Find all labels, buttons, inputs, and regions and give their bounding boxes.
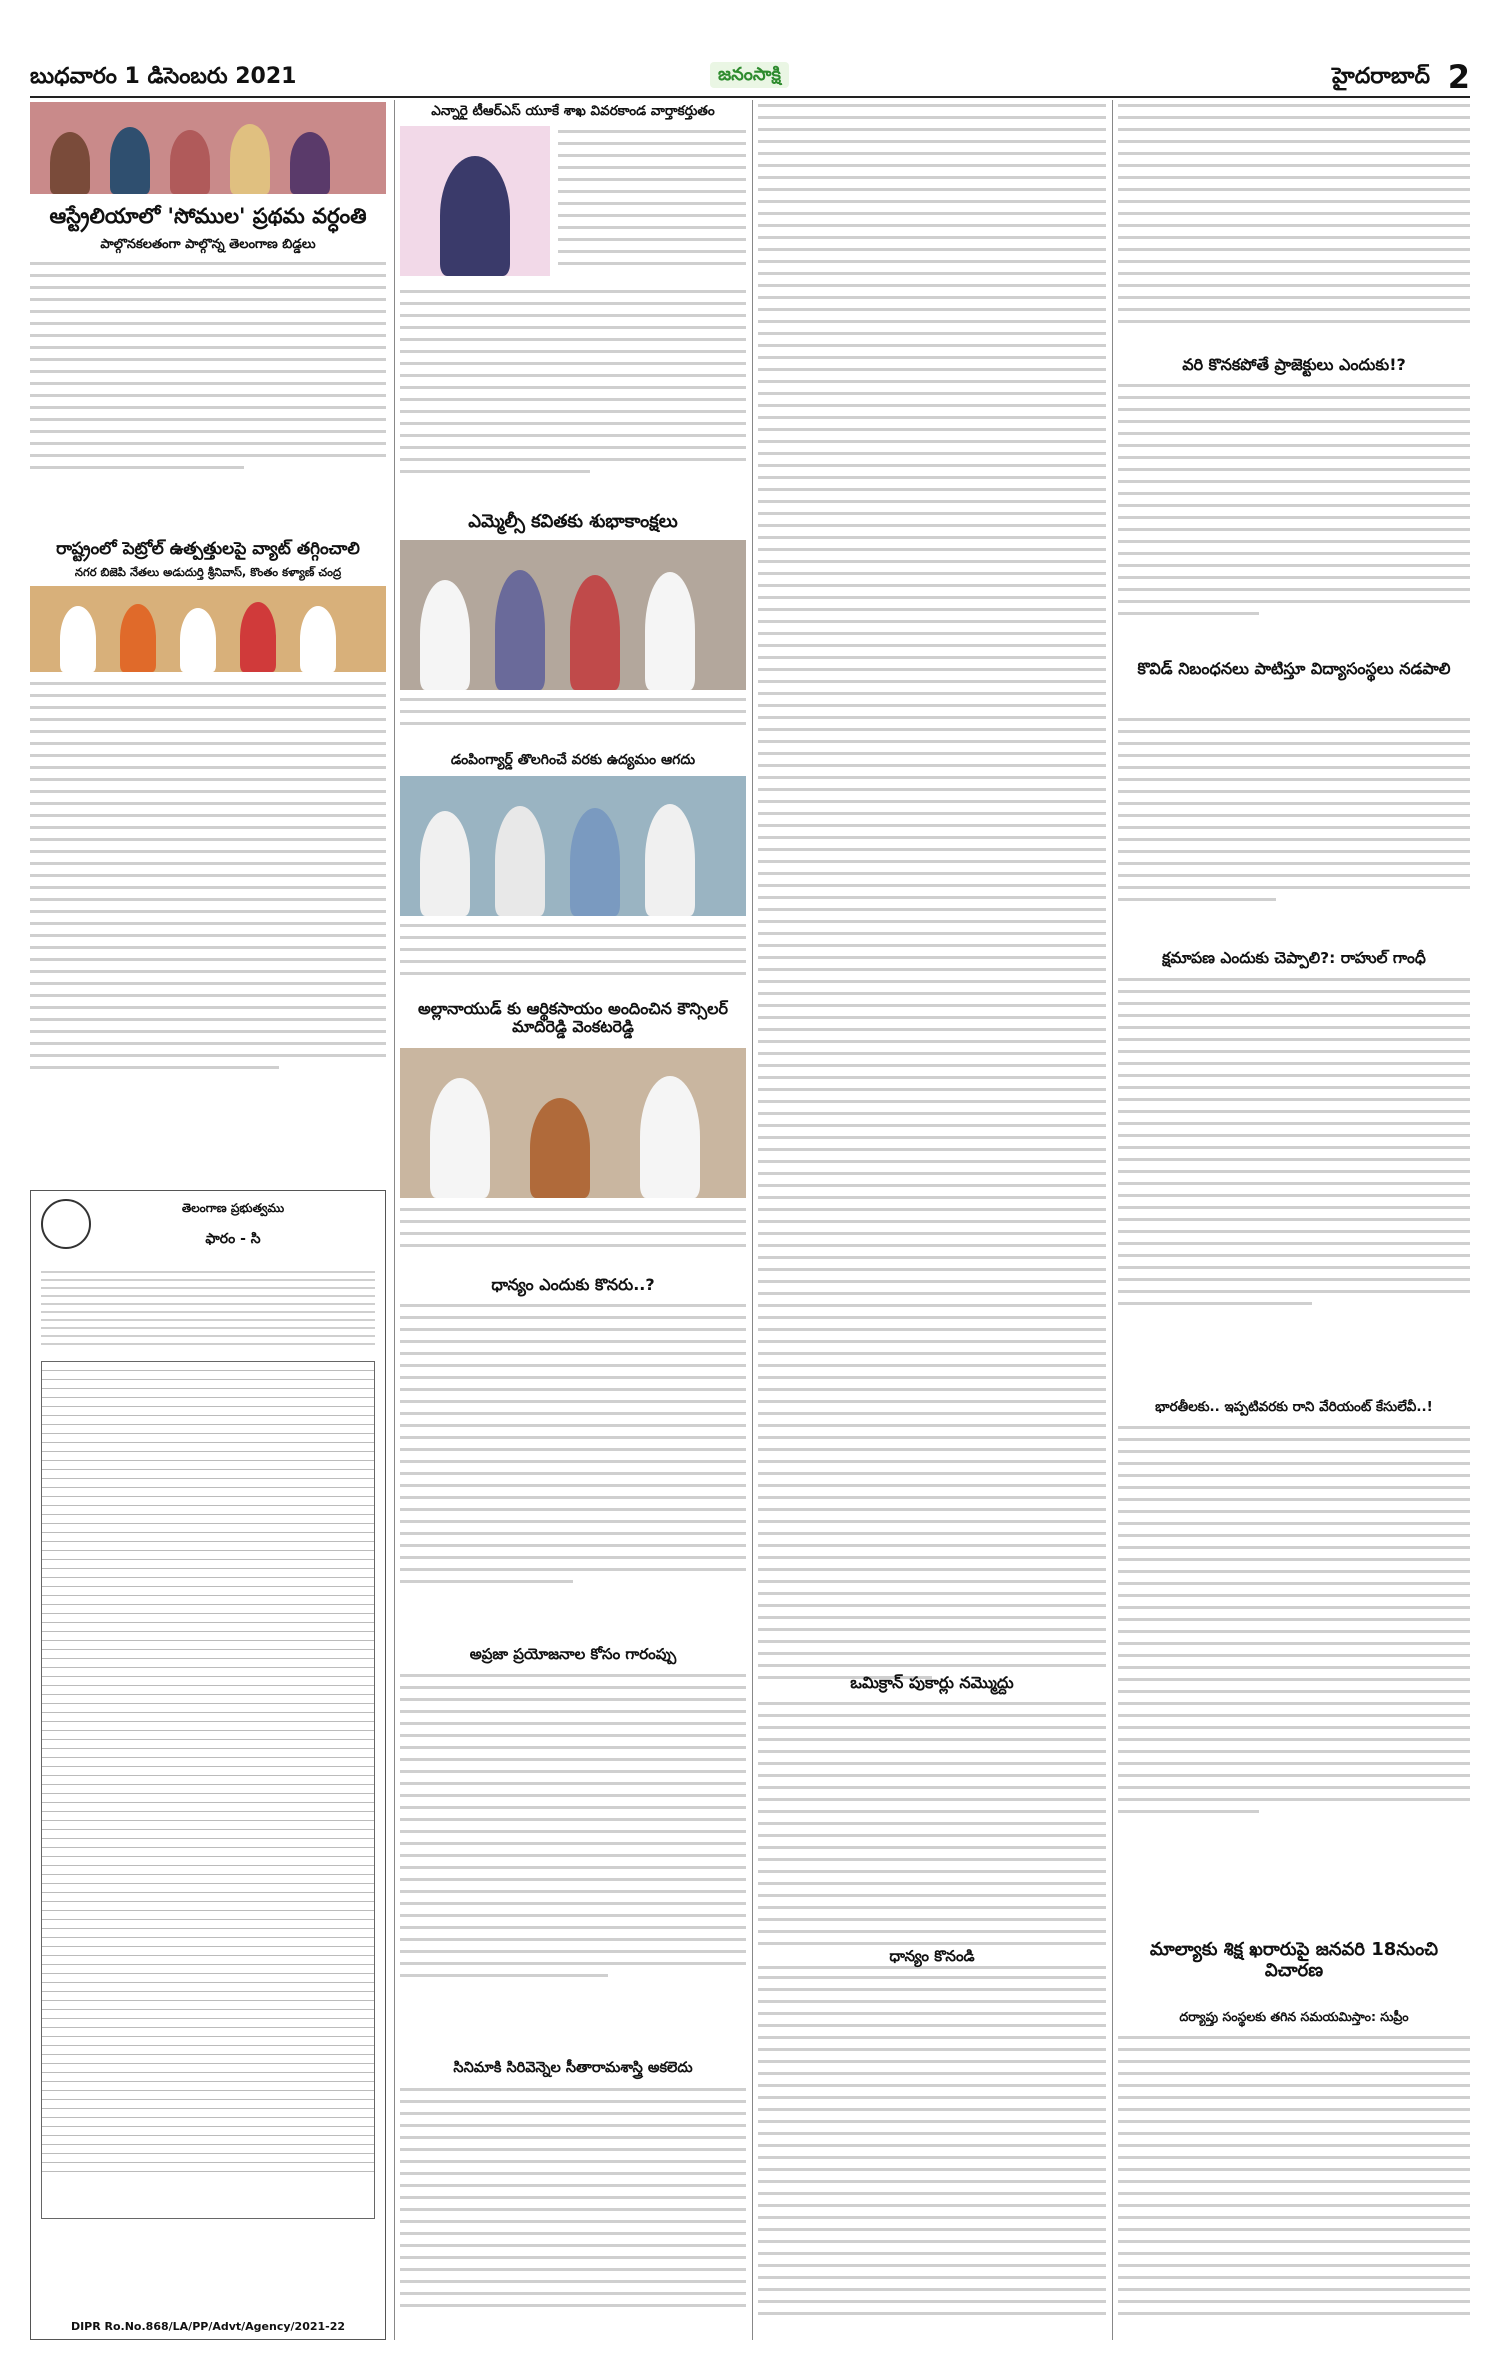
government-emblem-icon xyxy=(41,1199,91,1249)
page-number: 2 xyxy=(1447,58,1470,96)
column-divider xyxy=(752,100,753,2340)
article-body-mallya xyxy=(1118,2036,1470,2336)
masthead-rule xyxy=(30,96,1470,98)
article-body-nri xyxy=(400,290,746,510)
article-body-variant-cases xyxy=(1118,1426,1470,1936)
headline-sirivennela: సినిమాకి సిరివెన్నెల సీతారామశాస్త్రి అకలెదు xyxy=(453,2060,693,2076)
protest-photo xyxy=(30,586,386,672)
headline-kavitha-wishes: ఎమ్మెల్సీ కవితకు శుభాకాంక్షలు xyxy=(468,511,678,532)
article-body-rahul-gandhi xyxy=(1118,978,1470,1398)
article-body-paddy-projects xyxy=(1118,384,1470,654)
headline-rahul-gandhi: క్షమాపణ ఎందుకు చెప్పాలి?: రాహుల్ గాంధీ xyxy=(1162,949,1426,967)
subhead-mallya-verdict: దర్యాప్తు సంస్థలకు తగిన సమయమిస్తాం: సుప్రీం xyxy=(1179,2009,1409,2024)
headline-public-interest: అప్రజా ప్రయోజనాల కోసం గారంప్పు xyxy=(469,1645,677,1663)
column-4 xyxy=(1118,100,1470,2340)
edition-city: హైదరాబాద్ xyxy=(1332,64,1430,89)
notice-land-table xyxy=(41,1361,375,2219)
headline-buy-paddy: ధాన్యం కొనండి xyxy=(758,1948,1106,1965)
article-body-sirivennela xyxy=(400,2088,746,2338)
headline-nri-trs-uk: ఎన్నారై టీఆర్ఎస్ యూకే శాఖ వివరకాండ వార్తాకర్తుతం xyxy=(431,103,715,119)
article-body-public-interest xyxy=(400,1674,746,2034)
headline-paddy-purchase: ధాన్యం ఎందుకు కొనరు..? xyxy=(491,1275,655,1294)
headline-covid-schools: కొవిడ్ నిబంధనలు పాటిస్తూ విద్యాసంస్థలు నడపాలి xyxy=(1137,659,1451,678)
article-body-sirivennela-continued xyxy=(758,104,1106,1674)
government-land-notice xyxy=(30,1190,386,2340)
column-divider xyxy=(1112,100,1113,2340)
article-body-petrol xyxy=(30,682,386,1172)
headline-australia-memorial: ఆస్ట్రేలియాలో 'సోముల' ప్రథమ వర్ధంతి xyxy=(49,204,367,228)
masthead xyxy=(30,58,1470,96)
article-body-paddy xyxy=(400,1304,746,1644)
column-3 xyxy=(758,100,1106,2340)
notice-dipr-number: DIPR Ro.No.868/LA/PP/Advt/Agency/2021-22 xyxy=(70,2320,346,2333)
subhead-petrol-vat: నగర బిజెపి నేతలు అడుదుర్తి శ్రీనివాస్, కొంతం కళ్యాణ్ చంద్ర xyxy=(74,565,342,579)
kavitha-wishes-photo xyxy=(400,540,746,690)
notice-government-title: తెలంగాణ ప్రభుత్వము xyxy=(181,1201,285,1215)
article-body-buy-paddy xyxy=(758,1976,1106,2336)
column-2 xyxy=(400,100,746,2340)
headline-variant-cases: భారతీలకు.. ఇప్పటివరకు రాని వేరియంట్ కేసులేవీ..! xyxy=(1155,1399,1433,1415)
headline-councillor-aid: అల్లానాయుడ్ కు ఆర్థికసాయం అందించిన కౌన్సిలర్ మాదిరెడ్డి వెంకటరెడ్డి xyxy=(418,999,728,1037)
nri-leader-photo xyxy=(400,126,550,276)
column-divider xyxy=(394,100,395,2340)
councillor-aid-photo xyxy=(400,1048,746,1198)
article-body-memorial xyxy=(30,262,386,532)
headline-paddy-projects: వరి కొనకపోతే ప్రాజెక్టులు ఎందుకు!? xyxy=(1182,355,1406,374)
column-1 xyxy=(30,100,386,2340)
headline-dumping-yard: డంపింగ్యార్డ్ తొలగించే వరకు ఉద్యమం ఆగదు xyxy=(450,752,696,768)
headline-petrol-vat: రాష్ట్రంలో పెట్రోల్ ఉత్పత్తులపై వ్యాట్ తగ్గించాలి xyxy=(56,539,360,559)
headline-omicron-rumours: ఒమిక్రాన్ పుకార్లు నమ్మొద్దు xyxy=(850,1673,1014,1692)
subhead-australia-memorial: పాల్గొనకలతంగా పాల్గొన్న తెలంగాణ బిడ్డలు xyxy=(100,237,316,252)
dumping-yard-photo xyxy=(400,776,746,916)
memorial-event-photo xyxy=(30,102,386,194)
issue-date: బుధవారం 1 డిసెంబరు 2021 xyxy=(30,64,297,89)
newspaper-logo: జనంసాక్షి xyxy=(710,62,789,88)
headline-mallya-verdict: మాల్యాకు శిక్ష ఖరారుపై జనవరి 18నుంచి విచారణ xyxy=(1149,1939,1439,1981)
notice-form-title: ఫారం - సి xyxy=(205,1231,261,1247)
article-body-covid-schools xyxy=(1118,718,1470,948)
